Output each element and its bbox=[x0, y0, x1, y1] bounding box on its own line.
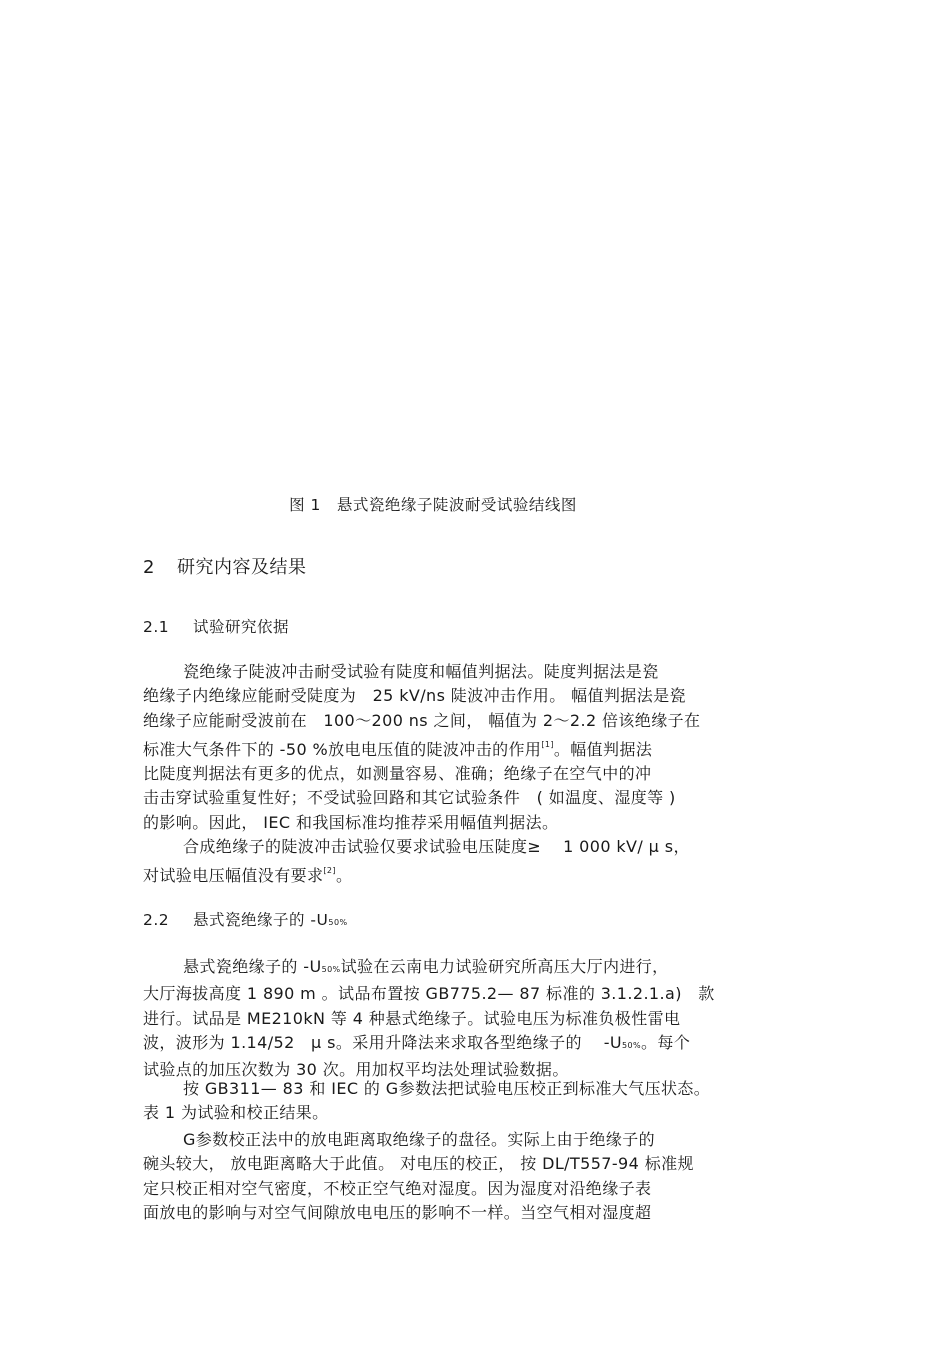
text-line: 面放电的影响与对空气间隙放电电压的影响不一样。当空气相对湿度超 bbox=[143, 1202, 652, 1222]
citation-ref: [2] bbox=[323, 866, 336, 876]
text-line: 碗头较大， 放电距离略大于此值。 对电压的校正， 按 DL/T557-94 标准规 bbox=[143, 1154, 694, 1174]
subsection-heading-2-2 bbox=[143, 908, 348, 930]
paragraph-correction bbox=[143, 1077, 743, 1126]
text-line bbox=[143, 733, 743, 762]
text-line: 比陡度判据法有更多的优点，如测量容易、准确；绝缘子在空气中的冲 bbox=[143, 764, 652, 784]
paragraph-composite bbox=[143, 835, 743, 889]
subscript: 50% bbox=[321, 965, 341, 974]
subsection-title: 悬式瓷绝缘子的 -U bbox=[193, 911, 329, 929]
text-line: 进行。试品是 ME210kN 等 4 种悬式绝缘子。试验电压为标准负极性雷电 bbox=[143, 1008, 681, 1028]
section-title: 研究内容及结果 bbox=[177, 557, 307, 578]
text-line: 合成绝缘子的陡波冲击试验仅要求试验电压陡度≥ 1 000 kV/ μ s， bbox=[183, 837, 690, 856]
text-segment: 标准大气条件下的 -50 %放电电压值的陡波冲击的作用 bbox=[143, 739, 542, 759]
text-segment: 悬式瓷绝缘子的 -U bbox=[183, 957, 322, 976]
text-segment: 试验在云南电力试验研究所高压大厅内进行， bbox=[340, 957, 669, 976]
paragraph-g-parameter bbox=[143, 1128, 743, 1225]
subsection-heading-2-1 bbox=[143, 615, 289, 637]
text-line: 绝缘子应能耐受波前在 100～200 ns 之间， 幅值为 2～2.2 倍该绝缘子在 bbox=[143, 710, 701, 730]
subsection-number: 2.1 bbox=[143, 618, 170, 636]
section-heading bbox=[143, 553, 307, 579]
text-line bbox=[143, 955, 743, 982]
text-segment: 。 bbox=[335, 866, 353, 886]
text-line: G参数校正法中的放电距离取绝缘子的盘径。实际上由于绝缘子的 bbox=[183, 1130, 655, 1149]
text-line: 按 GB311— 83 和 IEC 的 G参数法把试验电压校正到标准大气压状态。 bbox=[183, 1079, 711, 1098]
section-number: 2 bbox=[143, 557, 155, 578]
citation-ref: [1] bbox=[541, 739, 554, 749]
text-line: 试验点的加压次数为 30 次。用加权平均法处理试验数据。 bbox=[143, 1060, 569, 1080]
text-segment: 对试验电压幅值没有要求 bbox=[143, 866, 324, 886]
text-line: 大厅海拔高度 1 890 m 。试品布置按 GB775.2— 87 标准的 3.1.2.1.a) 款 bbox=[143, 984, 715, 1004]
figure-caption: 图 1 悬式瓷绝缘子陡波耐受试验结线图 bbox=[289, 496, 577, 514]
text-line: 定只校正相对空气密度，不校正空气绝对湿度。因为湿度对沿绝缘子表 bbox=[143, 1178, 652, 1198]
text-segment: 。幅值判据法 bbox=[553, 739, 653, 759]
text-line: 绝缘子内绝缘应能耐受陡度为 25 kV/ns 陡波冲击作用。 幅值判据法是瓷 bbox=[143, 686, 686, 706]
subscript: 50% bbox=[622, 1040, 642, 1050]
paragraph-criteria bbox=[143, 660, 743, 835]
text-segment: 波，波形为 1.14/52 μ s。采用升降法来求取各型绝缘子的 -U bbox=[143, 1032, 623, 1052]
text-line: 表 1 为试验和校正结果。 bbox=[143, 1103, 329, 1123]
paragraph-test-setup bbox=[143, 955, 743, 1082]
text-line bbox=[143, 859, 743, 888]
text-segment: 。每个 bbox=[641, 1032, 691, 1052]
text-line: 瓷绝缘子陡波冲击耐受试验有陡度和幅值判据法。陡度判据法是瓷 bbox=[183, 662, 659, 681]
subscript: 50% bbox=[328, 918, 348, 927]
subsection-number: 2.2 bbox=[143, 911, 170, 929]
subsection-title: 试验研究依据 bbox=[193, 618, 290, 636]
text-line bbox=[143, 1031, 743, 1058]
text-line: 击击穿试验重复性好；不受试验回路和其它试验条件 ( 如温度、湿度等 ) bbox=[143, 788, 676, 808]
text-line: 的影响。因此， IEC 和我国标准均推荐采用幅值判据法。 bbox=[143, 812, 559, 832]
